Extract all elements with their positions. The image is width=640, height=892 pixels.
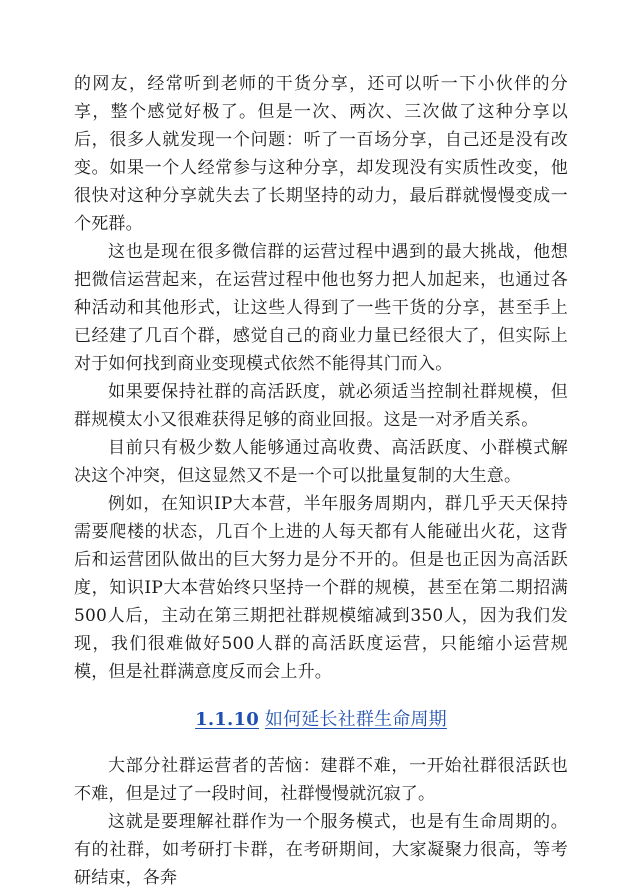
body-paragraph-6: 大部分社群运营者的苦恼：建群不难，一开始社群很活跃也不难，但是过了一段时间，社群慢慢就沉寂了。 [74, 756, 568, 804]
body-paragraph-4: 目前只有极少数人能够通过高收费、高活跃度、小群模式解决这个冲突，但这显然又不是一个可以批量复制的大生意。 [74, 438, 568, 486]
body-paragraph-3: 如果要保持社群的高活跃度，就必须适当控制社群规模，但群规模太小又很难获得足够的商业回报。这是一对矛盾关系。 [74, 382, 568, 430]
body-paragraph-1: 的网友，经常听到老师的干货分享，还可以听一下小伙伴的分享，整个感觉好极了。但是一次、两次、三次做了这种分享以后，很多人就发现一个问题：听了一百场分享，自己还是没有改变。如果一个人经常参与这种分享，却发现没有实质性改变，他很快对这种分享就失去了长期坚持的动力，最后群就慢慢变成一个死群。 [74, 74, 568, 234]
section-heading[interactable] [74, 706, 568, 734]
section-title: 如何延长社群生命周期 [264, 709, 447, 730]
body-paragraph-2: 这也是现在很多微信群的运营过程中遇到的最大挑战，他想把微信运营起来，在运营过程中他也努力把人加起来，也通过各种活动和其他形式，让这些人得到了一些干货的分享，甚至手上已经建了几百个群，感觉自己的商业力量已经很大了，但实际上对于如何找到商业变现模式依然不能得其门而入。 [74, 242, 568, 374]
body-paragraph-7: 这就是要理解社群作为一个服务模式，也是有生命周期的。有的社群，如考研打卡群，在考研期间，大家凝聚力很高，等考研结束，各奔 [74, 812, 568, 888]
document-page [74, 70, 568, 892]
section-number: 1.1.10 [195, 709, 259, 730]
body-paragraph-5: 例如，在知识IP大本营，半年服务周期内，群几乎天天保持需要爬楼的状态，几百个上进的人每天都有人能碰出火花，这背后和运营团队做出的巨大努力是分不开的。但是也正因为高活跃度，知识IP大本营始终只坚持一个群的规模，甚至在第二期招满500人后，主动在第三期把社群规模缩减到350人，因为我们发现，我们很难做好500人群的高活跃度运营，只能缩小运营规模，但是社群满意度反而会上升。 [74, 494, 568, 682]
